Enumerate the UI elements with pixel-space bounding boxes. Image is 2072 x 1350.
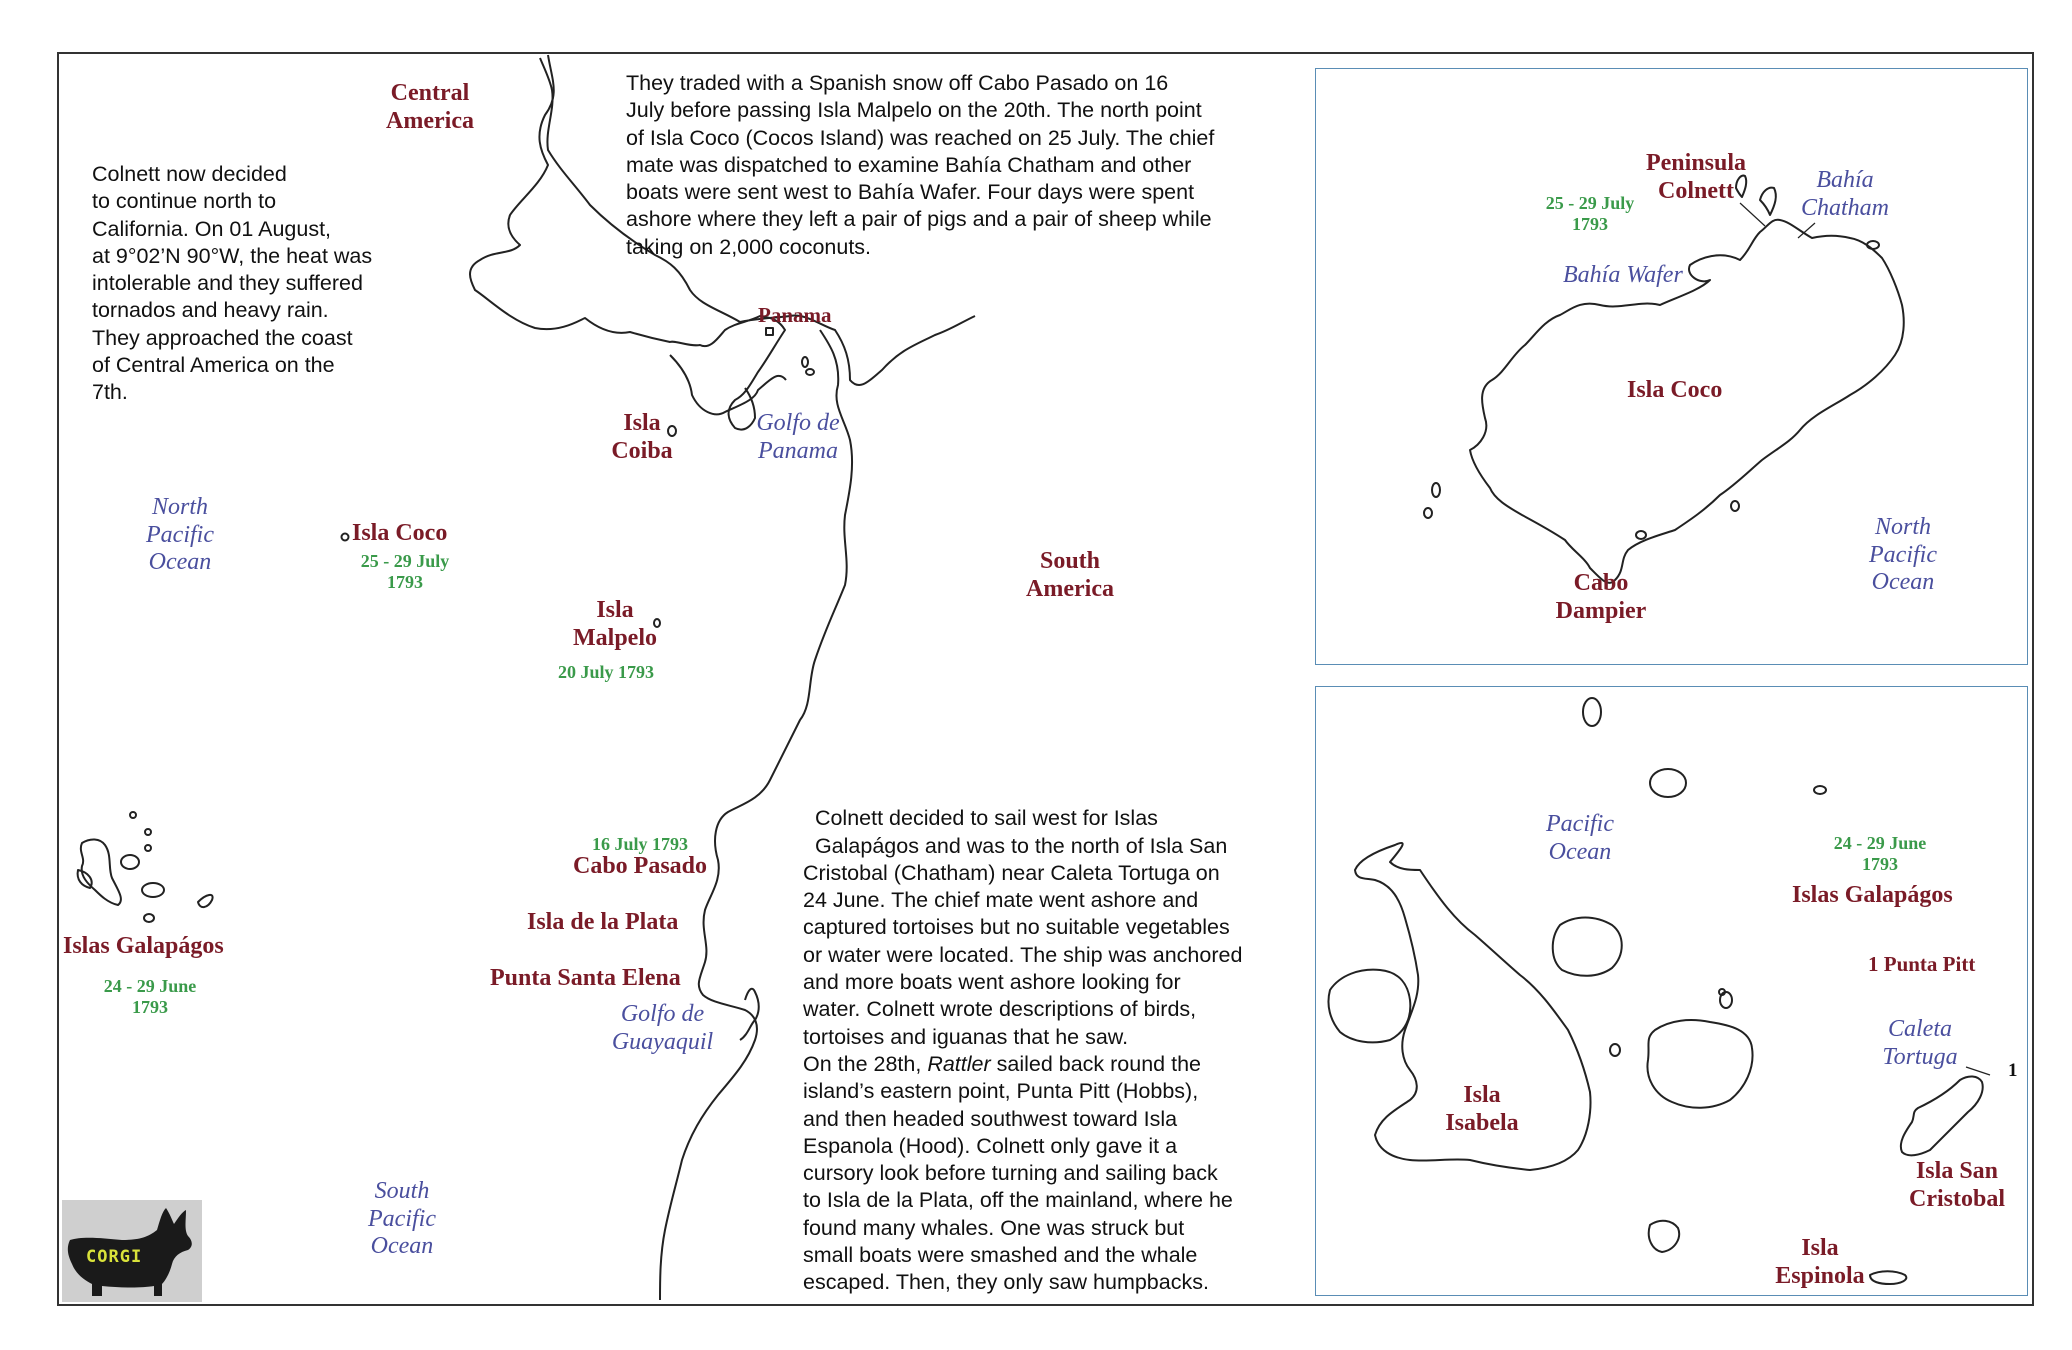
label-cabo-pasado: Cabo Pasado [573,853,708,879]
label-golfo-de-panama: Golfo de Panama [756,410,840,464]
label-bahia-chatham: Bahía Chatham [1800,167,1889,221]
label-caleta-tortuga: Caleta Tortuga [1882,1016,1958,1070]
date-isla-malpelo: 20 July 1793 [558,662,655,682]
label-isla-isabela: Isla Isabela [1445,1082,1519,1136]
isla-pinta-inset [1583,698,1601,726]
date-coco-inset: 25 - 29 July 1793 [1545,193,1635,234]
isla-espanola-inset [1870,1271,1906,1284]
corgi-logo [62,1200,202,1302]
label-central-america: Central America [386,80,474,134]
label-panama: Panama [758,303,832,327]
label-isla-san-cristobal: Isla San Cristobal [1909,1158,2005,1212]
label-pacific-ocean-inset: Pacific Ocean [1546,811,1614,865]
narrative-galapagos-1: Colnett decided to sail west for Islas Galapágos and was to the north of Isla San Cristobal (Chatham) near Caleta Tortuga on 24 June. The chief mate went ashore and captured tortoises but no suitable vegetables or water were located. The ship was anchored and more boats went ashore looking for water. Colnett wrote descriptions of birds, tortoises and iguanas that he saw. [803,806,1243,1049]
isla-santiago-inset [1553,918,1622,976]
label-isla-coco-inset: Isla Coco [1627,377,1723,403]
date-galapagos: 24 - 29 June 1793 [103,976,197,1017]
date-isla-coco: 25 - 29 July 1793 [360,551,450,592]
label-peninsula-colnett: Peninsula Colnett [1645,150,1747,204]
logo-text: CORGI [86,1247,143,1267]
isla-marchena-inset [1650,769,1686,797]
label-cabo-dampier: Cabo Dampier [1555,570,1647,624]
galapagos-isabela-main [81,839,121,905]
isla-coco-dot [342,534,349,541]
date-galapagos-inset: 24 - 29 June 1793 [1833,833,1927,874]
label-north-pacific-ocean: North Pacific Ocean [146,494,214,576]
azuero-peninsula [670,355,786,414]
ship-name-rattler: Rattler [927,1052,991,1076]
label-islas-galapagos-inset: Islas Galapágos [1792,882,1953,908]
label-punta-santa-elena: Punta Santa Elena [490,965,681,991]
label-north-pacific-inset: North Pacific Ocean [1869,514,1937,596]
date-cabo-pasado: 16 July 1793 [592,834,689,854]
label-isla-coiba: Isla Coiba [611,410,673,464]
narrative-galapagos-2: On the 28th, Rattler sailed back round the island’s eastern point, Punta Pitt (Hobbs), and then headed southwest toward Isla Espanola (Hood). Colnett only gave it a cursory look before turning and sailing back to Isla de la Plata, off the mainland, where he found many whales. One was struck but small boats were smashed and the whale escaped. Then, they only saw humpbacks. [803,1052,1233,1295]
label-isla-de-la-plata: Isla de la Plata [527,909,679,935]
label-south-pacific-ocean: South Pacific Ocean [368,1178,436,1260]
narrative-cocos: They traded with a Spanish snow off Cabo Pasado on 16 July before passing Isla Malpelo on the 20th. The north point of Isla Coco (Cocos Island) was reached on 25 July. The chief mate was dispatched to examine Bahía Chatham and other boats were sent west to Bahía Wafer. Four days were spent ashore where they left a pair of pigs and a pair of sheep while taking on 2,000 coconuts. [626,71,1215,259]
isla-san-cristobal-inset [1901,1076,1983,1155]
label-south-america: South America [1026,548,1114,602]
marker-punta-pitt: 1 [2008,1060,2018,1081]
isla-fernandina-inset [1328,970,1410,1043]
panama-city-marker [766,328,773,335]
label-isla-malpelo: Isla Malpelo [573,597,657,651]
label-islas-galapagos: Islas Galapágos [63,933,224,959]
narrative-california: Colnett now decided to continue north to California. On 01 August, at 9°02’N 90°W, the heat was intolerable and they suffered tornados and heavy rain. They approached the coast of Central America on the 7th. [92,162,373,405]
label-golfo-de-guayaquil: Golfo de Guayaquil [611,1001,714,1055]
label-bahia-wafer: Bahía Wafer [1563,262,1683,288]
label-isla-espinola: Isla Espinola [1775,1235,1865,1289]
label-isla-coco: Isla Coco [352,520,448,546]
isla-santa-cruz-inset [1647,1020,1752,1108]
label-punta-pitt: 1 Punta Pitt [1868,952,1976,976]
